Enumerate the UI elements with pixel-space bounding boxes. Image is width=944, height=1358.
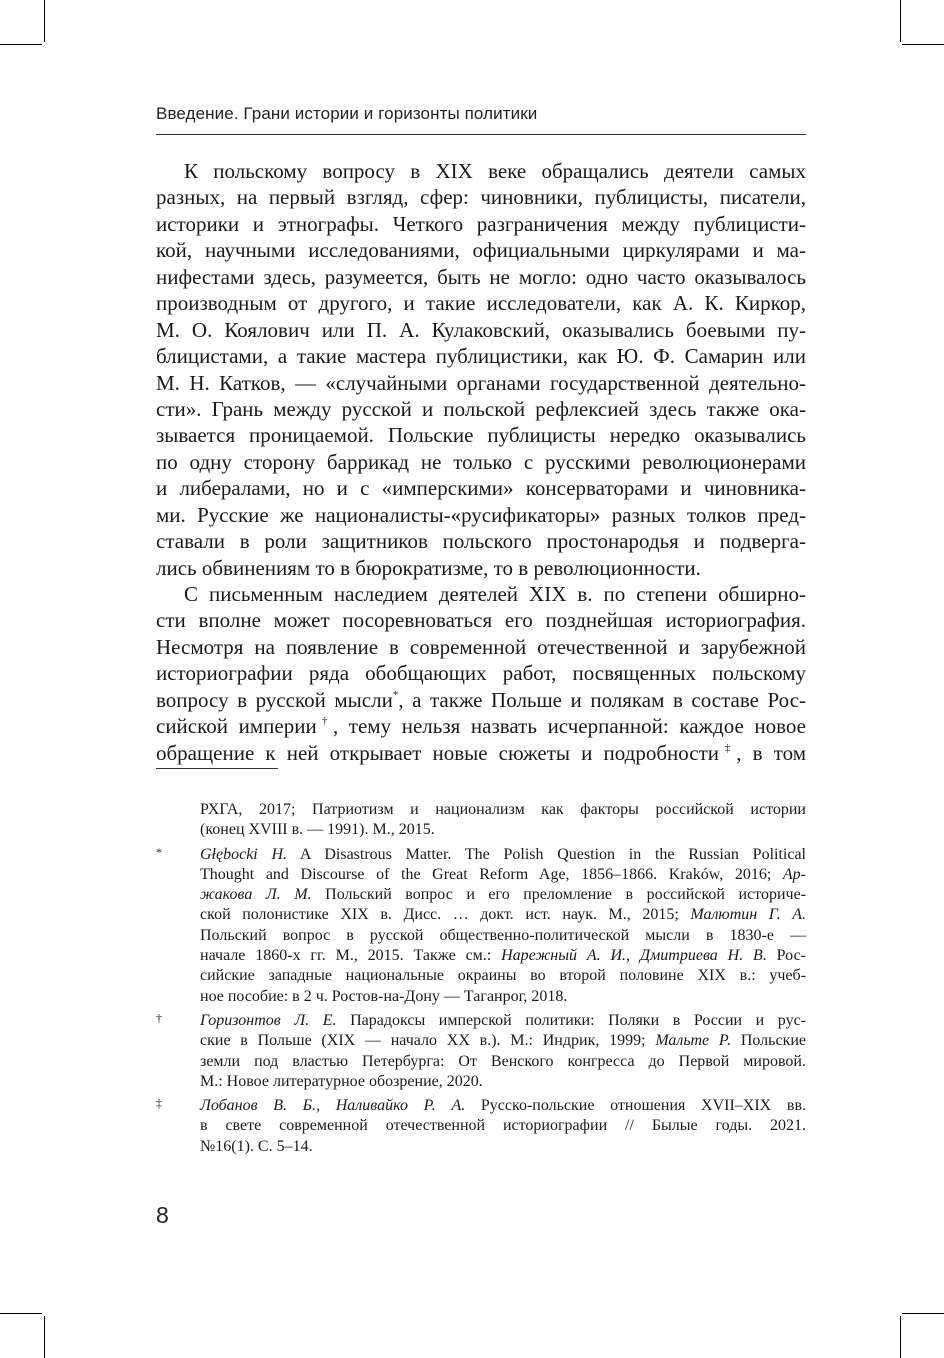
text-run: Польский вопрос и его преломление в российской историче- — [311, 886, 806, 904]
text-line: и либералами, но и с «имперскими» консерваторами и чиновника- — [156, 476, 806, 501]
author-name: Нарежный А. И., Дмитриева Н. В. — [501, 947, 767, 965]
footnote-continued — [156, 800, 806, 841]
text-run: Thought and Discourse of the Great Reform Age, 1856–1866. Kraków, 2016; — [200, 865, 783, 883]
header-rule — [156, 134, 806, 135]
text-line: ми. Русские же националисты-«русификаторы» разных толков пред- — [156, 502, 806, 527]
text-line — [156, 740, 806, 766]
text-line: С письменным наследием деятелей XIX в. по степени обширно- — [184, 582, 806, 606]
text-line: ставали в роли защитников польского простонародья и подверга- — [156, 529, 806, 554]
footnote-mark: * — [156, 844, 162, 859]
footnote-line — [200, 1096, 806, 1116]
text-run: Русско-польские отношения XVII–XIX вв. — [465, 1097, 807, 1115]
text-line: зывается проницаемой. Польские публицисты нередко оказывались — [156, 423, 806, 448]
footnote-ref-dagger[interactable]: † — [316, 715, 333, 728]
text-run: обращение к ней открывает новые сюжеты и подробности — [156, 740, 720, 765]
crop-mark — [900, 0, 901, 42]
text-line: разных, на первый взгляд, сфер: чиновники, публицисты, писатели, — [156, 185, 806, 210]
text-run: Польские — [731, 1032, 807, 1050]
text-run: , а также Польше и полякам в составе Рос- — [398, 687, 807, 712]
footnote-line — [200, 865, 806, 885]
author-name: Ар- — [782, 865, 806, 883]
footnote-double-dagger — [156, 1096, 806, 1157]
crop-mark — [0, 1313, 42, 1314]
page-number: 8 — [156, 1202, 169, 1228]
footnote-ref-star[interactable]: * — [392, 688, 399, 701]
footnote-dagger — [156, 1011, 806, 1092]
crop-mark — [0, 44, 42, 45]
crop-mark — [902, 44, 944, 45]
text-run: сийской империи — [156, 714, 317, 739]
text-run: ской полонистике XIX в. Дисс. … докт. ист. наук. М., 2015; — [200, 906, 691, 924]
text-line: историки и этнографы. Четкого разграничения между публицисти- — [156, 211, 806, 236]
footnote-line: ное пособие: в 2 ч. Ростов-на-Дону — Таганрог, 2018. — [200, 987, 568, 1005]
crop-mark — [44, 1316, 45, 1358]
footnote-ref-double-dagger[interactable]: ‡ — [719, 741, 737, 754]
author-name: Малютин Г. А. — [690, 906, 806, 924]
footnote-line: №16(1). С. 5–14. — [200, 1137, 313, 1155]
text-run: начале 1860-х гг. М., 2015. Также см.: — [200, 947, 502, 965]
footnote-line — [200, 1011, 806, 1031]
footnote-line: М.: Новое литературное обозрение, 2020. — [200, 1072, 483, 1090]
text-run: вопросу в русской мысли — [156, 687, 393, 712]
text-run: Парадоксы имперской политики: Поляки в России и рус- — [336, 1011, 806, 1029]
text-run: , тему нельзя назвать исчерпанной: каждое новое — [332, 714, 807, 739]
footnote-line: сийские западные национальные окраины во второй половине XIX в.: учеб- — [200, 967, 806, 985]
text-line: М. О. Коялович или П. А. Кулаковский, оказывались боевыми пу- — [156, 317, 806, 342]
footnote-line: земли под властью Петербурга: От Венского конгресса до Первой мировой. — [200, 1052, 806, 1070]
footnote-star — [156, 845, 806, 1007]
footnote-line — [200, 845, 806, 865]
text-line — [156, 713, 806, 739]
body-text — [156, 158, 806, 766]
text-line: кой, научными исследованиями, официальными циркулярами и ма- — [156, 238, 806, 263]
footnote-line — [200, 1031, 806, 1051]
crop-mark — [900, 1316, 901, 1358]
text-run: Рос- — [766, 947, 807, 965]
author-name: жакова Л. М. — [200, 886, 312, 904]
footnotes — [156, 800, 806, 1161]
footnote-line — [200, 946, 806, 966]
text-line: сти вполне может посоревноваться его позднейшая историография. — [156, 608, 806, 633]
text-run: , в том — [736, 740, 806, 765]
text-line: нифестами здесь, разумеется, быть не могло: одно часто оказывалось — [156, 264, 806, 289]
author-name: Głębocki H. — [200, 845, 288, 863]
text-line: Несмотря на появление в современной отечественной и зарубежной — [156, 634, 806, 659]
running-head: Введение. Грани истории и горизонты политики — [156, 104, 538, 123]
footnote-line — [200, 905, 806, 925]
text-line: блицистами, а такие мастера публицистики, как Ю. Ф. Самарин или — [156, 344, 806, 369]
paragraph-1 — [156, 158, 806, 581]
paragraph-2 — [156, 581, 806, 766]
footnote-line: Польский вопрос в русской общественно-политической мысли в 1830-е — — [200, 926, 806, 944]
author-name: Лобанов В. Б., Наливайко Р. А. — [200, 1097, 466, 1115]
text-run: ские в Польше (XIX — начало XX в.). М.: Индрик, 1999; — [200, 1032, 656, 1050]
text-line: лись обвинениям то в бюрократизме, то в революционности. — [156, 555, 701, 580]
text-run: A Disastrous Matter. The Polish Question in the Russian Political — [287, 845, 806, 863]
author-name: Мальте Р. — [655, 1032, 732, 1050]
footnote-rule — [156, 768, 278, 769]
footnote-line — [200, 885, 806, 905]
text-line: по одну сторону баррикад не только с русскими революционерами — [156, 449, 806, 474]
text-line — [156, 687, 806, 713]
text-line: производным от другого, и такие исследователи, как А. К. Киркор, — [156, 291, 806, 316]
footnote-mark: ‡ — [156, 1096, 162, 1111]
footnote-line: в свете современной отечественной историографии // Былые годы. 2021. — [200, 1117, 806, 1135]
text-line: историографии ряда обобщающих работ, посвященных польскому — [156, 661, 806, 686]
author-name: Горизонтов Л. Е. — [200, 1011, 337, 1029]
text-line: К польскому вопросу в XIX веке обращались деятели самых — [184, 159, 806, 183]
crop-mark — [902, 1313, 944, 1314]
text-line: сти». Грань между русской и польской рефлексией здесь также ока- — [156, 396, 806, 421]
text-line: М. Н. Катков, — «случайными органами государственной деятельно- — [156, 370, 806, 395]
crop-mark — [44, 0, 45, 42]
footnote-line: РХГА, 2017; Патриотизм и национализм как факторы российской истории — [200, 801, 806, 818]
footnote-line: (конец XVIII в. — 1991). М., 2015. — [200, 821, 435, 839]
footnote-mark: † — [156, 1010, 162, 1025]
